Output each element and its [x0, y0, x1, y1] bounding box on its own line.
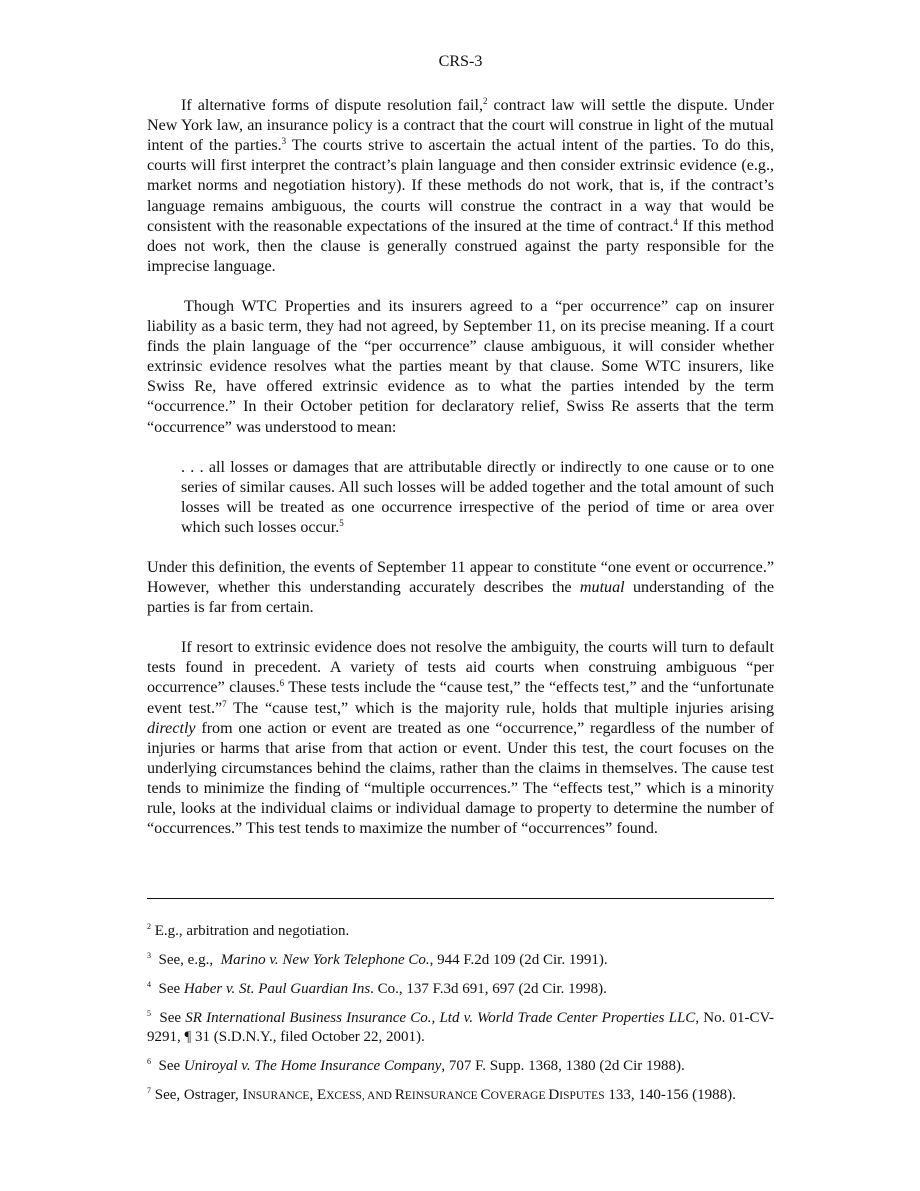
- footnotes: [147, 922, 774, 1116]
- footnote-divider: [147, 898, 774, 899]
- footnote-ref: 6: [279, 678, 285, 689]
- footnote-6: $^6$ See Uniroyal v. The Home Insurance Company, 707 F. Supp. 1368, 1380 (2d Cir 1988).: [147, 1057, 685, 1074]
- paragraph-2: Though WTC Properties and its insurers agreed to a “per occurrence” cap on insurer liability as a basic term, they had not agreed, by September 11, on its precise meaning. If a court finds the plain language of the “per occurrence” clause ambiguous, it will consider whether extrinsic evidence resolves what the parties meant by that clause. Some WTC insurers, like Swiss Re, have offered extrinsic evidence as to what the parties intended by the term “occurrence.” In their October petition for declaratory relief, Swiss Re asserts that the term “occurrence” was understood to mean:: [147, 297, 774, 436]
- footnote-7: $^7$ See, Ostrager, INSURANCE, EXCESS, AND REINSURANCE COVERAGE DISPUTES 133, 140-156 (1988).: [147, 1086, 736, 1103]
- footnote-ref: 7: [222, 698, 227, 709]
- footnote-ref: 5: [339, 517, 344, 528]
- footnote-ref: 2: [482, 96, 488, 107]
- block-quote: . . . all losses or damages that are attributable directly or indirectly to one cause or to one series of similar causes. All such losses will be added together and the total amount of such losses will be treated as one occurrence irrespective of the period of time or area over which such losses occur.$^5$: [181, 458, 774, 536]
- footnote-3: $^3$ See, e.g., Marino v. New York Telephone Co., 944 F.2d 109 (2d Cir. 1991).: [147, 951, 608, 968]
- document-page: [147, 52, 774, 859]
- footnote-5: $^5$ See SR International Business Insurance Co., Ltd v. World Trade Center Properties LLC, No. 01-CV-9291, ¶ 31 (S.D.N.Y., filed October 22, 2001).: [147, 1009, 774, 1045]
- paragraph-4: If resort to extrinsic evidence does not resolve the ambiguity, the courts will turn to default tests found in precedent. A variety of tests aid courts when construing ambiguous “per occurrence” clauses.$^6$ These tests include the “cause test,” the “effects test,” and the “unfortunate event test.”$^7$ The “cause test,” which is the majority rule, holds that multiple injuries arising directly from one action or event are treated as one “occurrence,” regardless of the number of injuries or harms that arise from that action or event. Under this test, the court focuses on the underlying circumstances behind the claims, rather than the claims in themselves. The cause test tends to minimize the finding of “multiple occurrences.” The “effects test,” which is a minority rule, looks at the individual claims or individual damage to property to determine the number of “occurrences.” This test tends to maximize the number of “occurrences” found.: [147, 639, 774, 838]
- footnote-2: $^2$ E.g., arbitration and negotiation.: [147, 922, 350, 939]
- paragraph-3: Under this definition, the events of September 11 appear to constitute “one event or occurrence.” However, whether this understanding accurately describes the mutual understanding of the parties is far from certain.: [147, 558, 774, 617]
- footnote-4: $^4$ See Haber v. St. Paul Guardian Ins. Co., 137 F.3d 691, 697 (2d Cir. 1998).: [147, 980, 607, 997]
- footnote-ref: 3: [281, 136, 287, 147]
- page-header: CRS-3: [438, 53, 483, 70]
- paragraph-1: If alternative forms of dispute resolution fail,$^2$ contract law will settle the dispute. Under New York law, an insurance policy is a contract that the court will construe in light of the mutual intent of the parties.$^3$ The courts strive to ascertain the actual intent of the parties. To do this, courts will first interpret the contract’s plain language and then consider extrinsic evidence (e.g., market norms and negotiation history). If these methods do not work, that is, if the contract’s language remains ambiguous, the courts will construe the contract in a way that would be consistent with the reasonable expectations of the insured at the time of contract.$^4$ If this method does not work, then the clause is generally construed against the party responsible for the imprecise language.: [147, 96, 774, 275]
- footnote-ref: 4: [673, 216, 678, 227]
